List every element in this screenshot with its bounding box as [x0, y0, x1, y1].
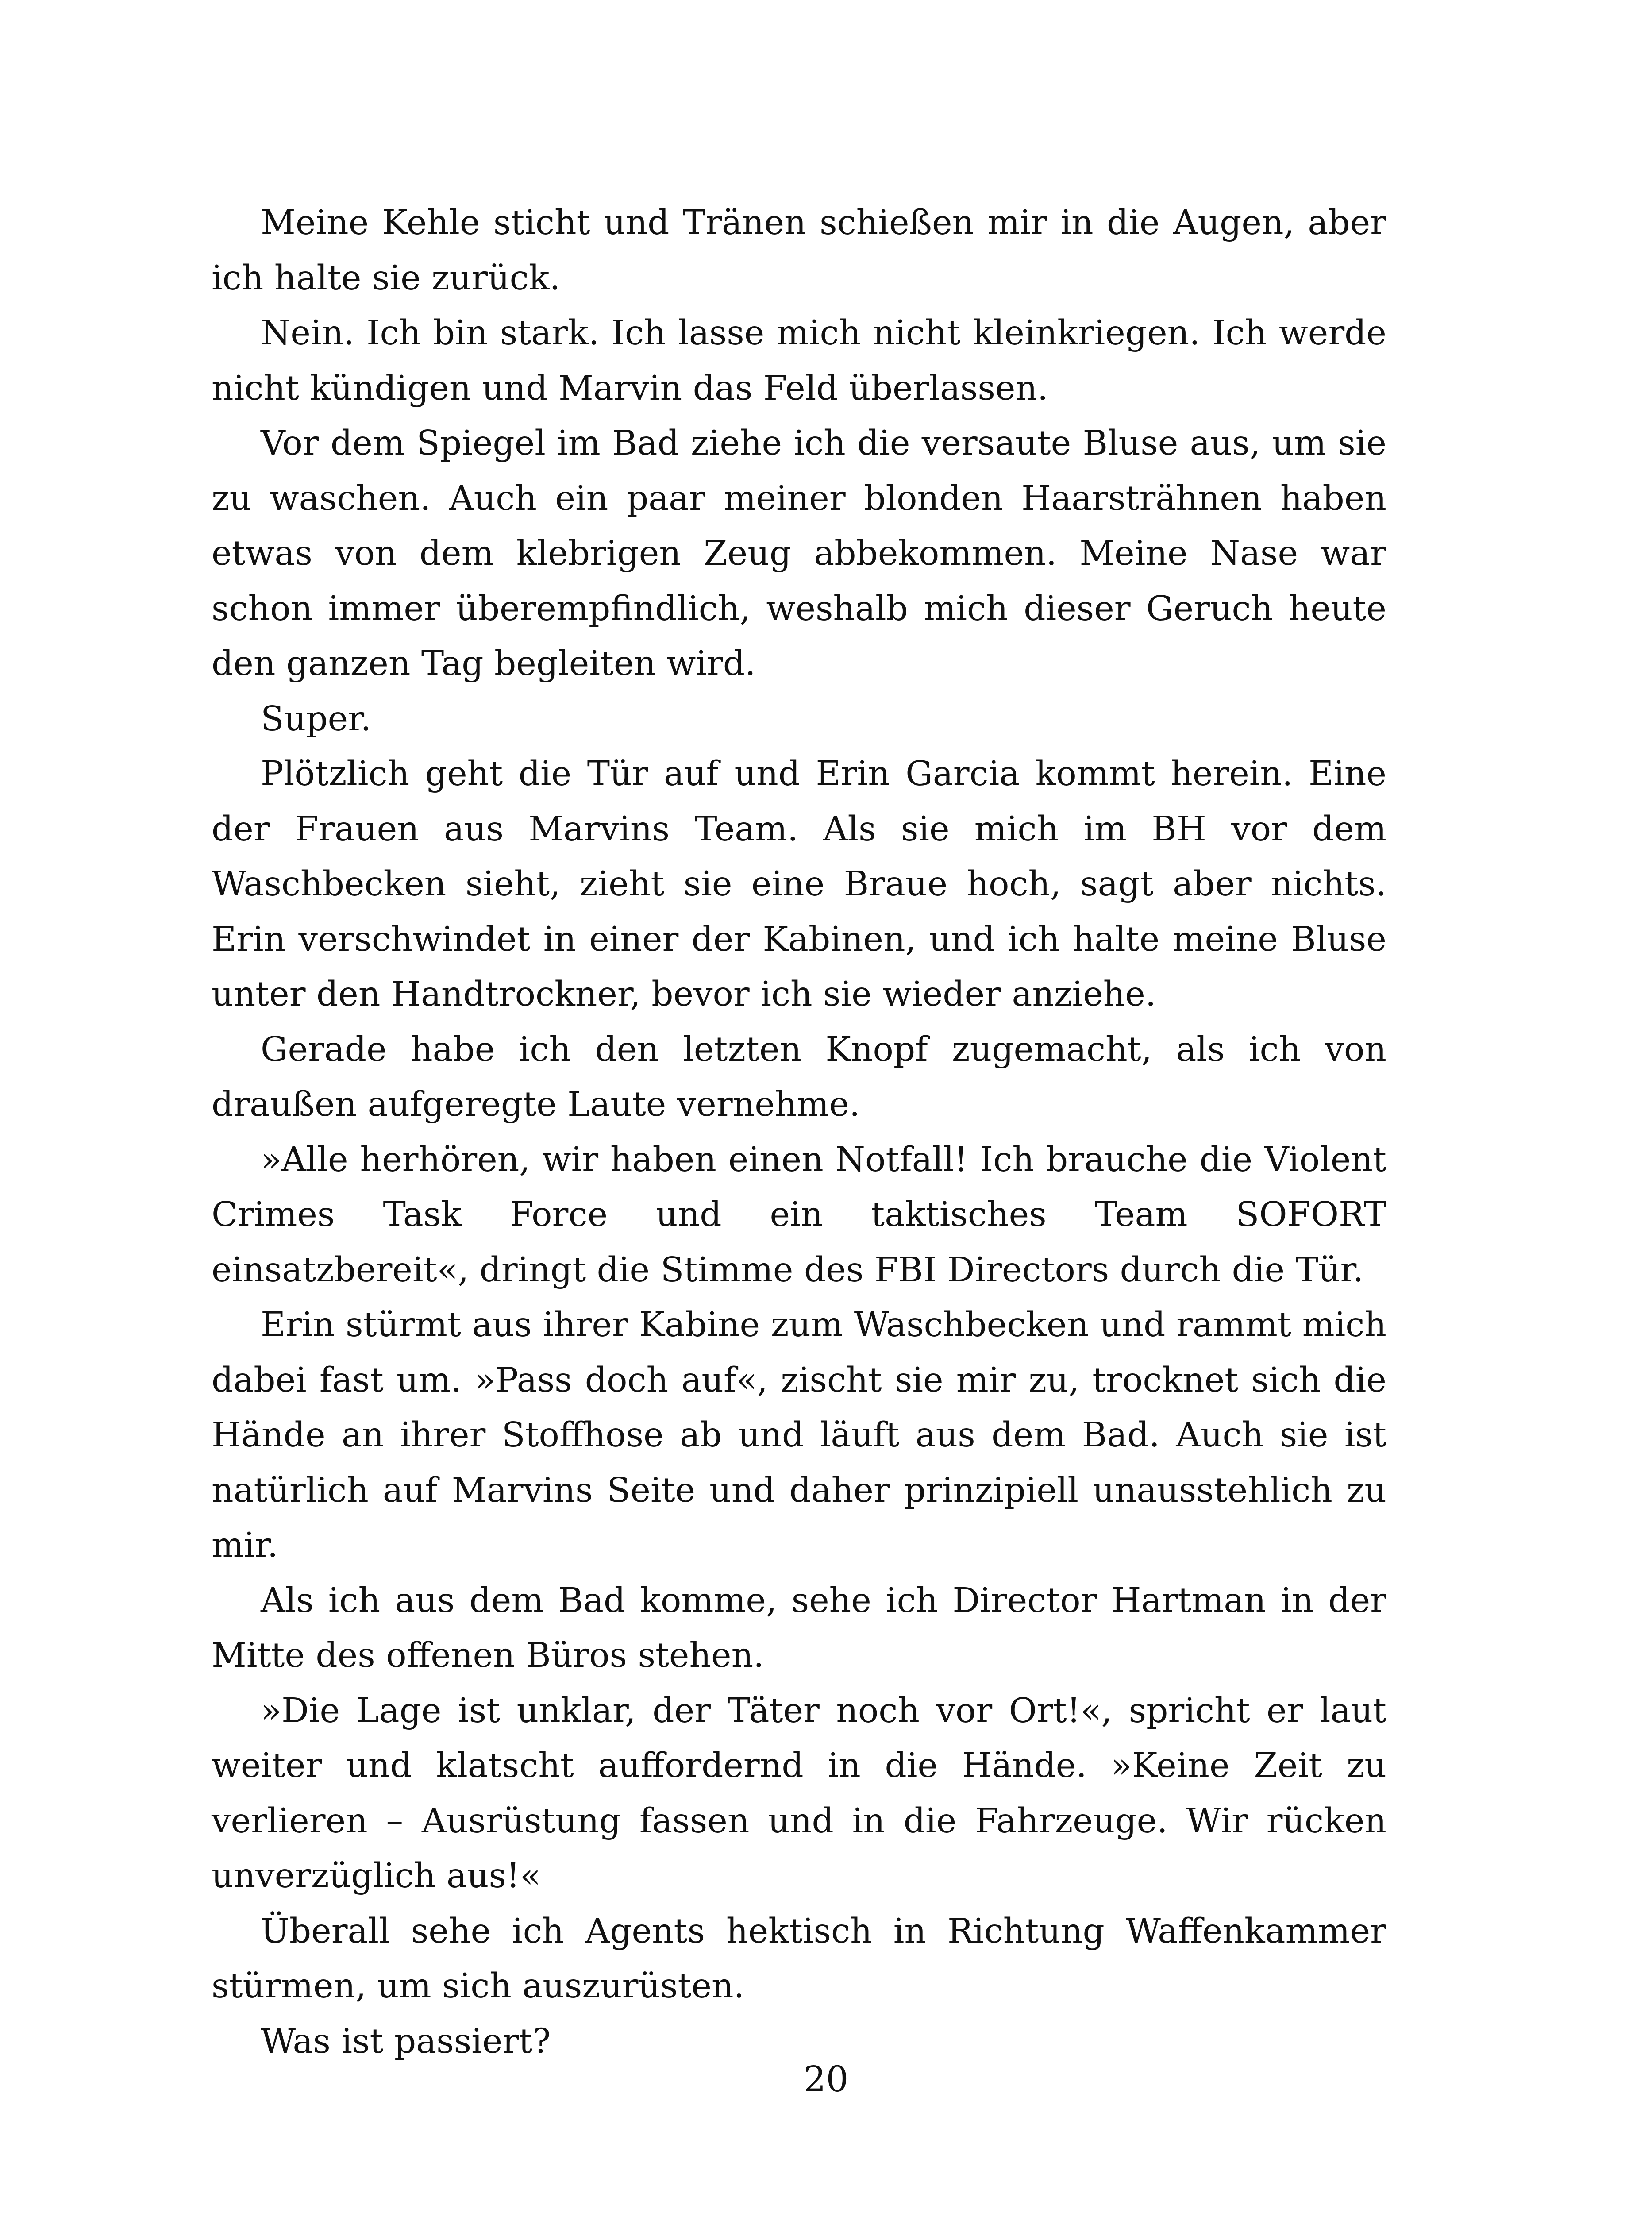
paragraph-8: Erin stürmt aus ihrer Kabine zum Waschbecken und rammt mich dabei fast um. »Pass doch auf«, zischt sie mir zu, trocknet sich die Hände an ihrer Stoffhose ab und läuft aus dem Bad. Auch sie ist natürlich auf Marvins Seite und daher prinzipiell unausstehlich zu mir. [212, 1305, 1386, 1565]
paragraph-5: Plötzlich geht die Tür auf und Erin Garcia kommt herein. Eine der Frauen aus Marvins Team. Als sie mich im BH vor dem Waschbecken sieht, zieht sie eine Braue hoch, sagt aber nichts. Erin verschwindet in einer der Kabinen, und ich halte meine Bluse unter den Handtrockner, bevor ich sie wieder anziehe. [212, 754, 1386, 1014]
paragraph-6: Gerade habe ich den letzten Knopf zugemacht, als ich von draußen aufgeregte Laute vernehme. [212, 1029, 1386, 1124]
paragraph-9: Als ich aus dem Bad komme, sehe ich Director Hartman in der Mitte des offenen Büros stehen. [212, 1581, 1386, 1675]
paragraph-10: »Die Lage ist unklar, der Täter noch vor Ort!«, spricht er laut weiter und klatscht auffordernd in die Hände. »Keine Zeit zu verlieren – Ausrüstung fassen und in die Fahrzeuge. Wir rücken unverzüglich aus!« [212, 1691, 1386, 1896]
paragraph-12: Was ist passiert? [261, 2021, 551, 2061]
paragraph-11: Überall sehe ich Agents hektisch in Richtung Waffenkammer stürmen, um sich auszurüsten. [212, 1911, 1386, 2006]
paragraph-3: Vor dem Spiegel im Bad ziehe ich die versaute Bluse aus, um sie zu waschen. Auch ein paar meiner blonden Haarsträhnen haben etwas von dem klebrigen Zeug abbekommen. Meine Nase war schon immer überempfindlich, weshalb mich dieser Geruch heute den ganzen Tag begleiten wird. [212, 424, 1386, 683]
paragraph-1: Meine Kehle sticht und Tränen schießen mir in die Augen, aber ich halte sie zurück. [212, 203, 1386, 298]
page-number: 20 [803, 2059, 849, 2100]
paragraph-7: »Alle herhören, wir haben einen Notfall! Ich brauche die Violent Crimes Task Force und ein taktisches Team SOFORT einsatzbereit«, dringt die Stimme des FBI Directors durch die Tür. [212, 1140, 1386, 1290]
body-text [212, 196, 1386, 2069]
paragraph-2: Nein. Ich bin stark. Ich lasse mich nicht kleinkriegen. Ich werde nicht kündigen und Marvin das Feld überlassen. [212, 313, 1386, 408]
paragraph-4: Super. [261, 699, 372, 739]
